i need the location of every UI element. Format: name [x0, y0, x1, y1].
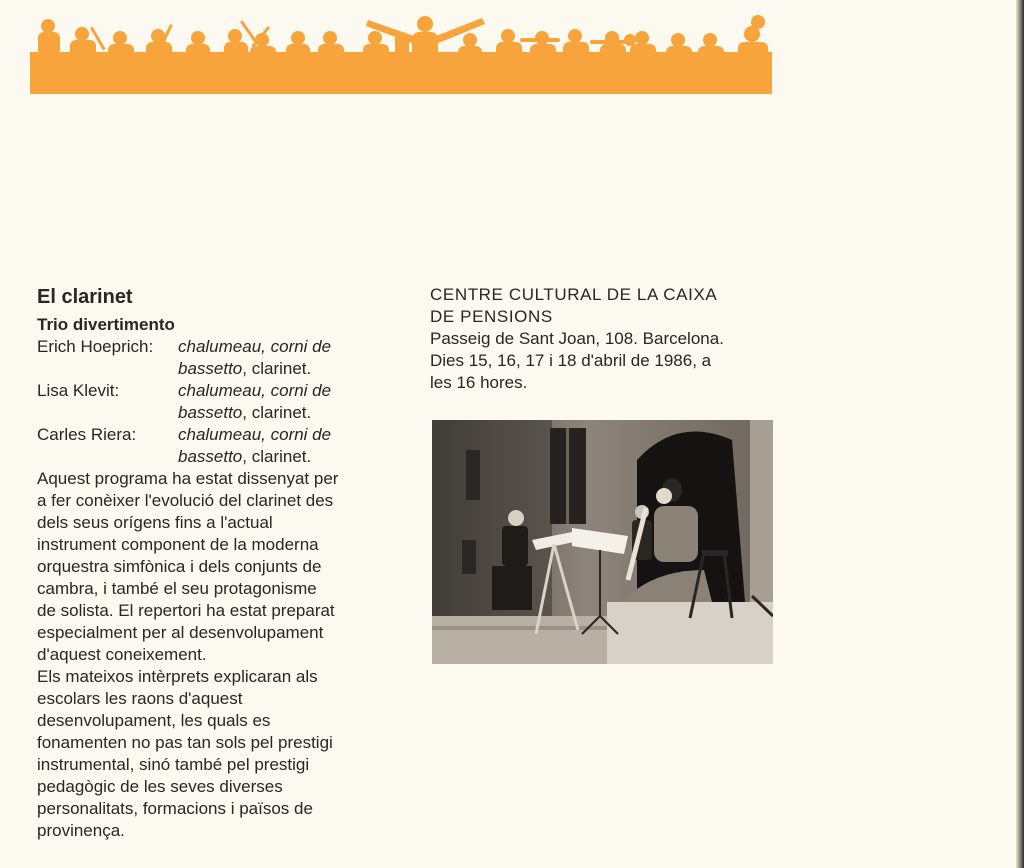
- venue-column: [430, 284, 780, 394]
- program-title: El clarinet: [37, 286, 133, 308]
- orchestra-silhouette-banner: [30, 14, 772, 94]
- performer-entry: [37, 336, 397, 380]
- performer-name: Erich Hoeprich:: [37, 337, 154, 356]
- trio-performance-photo: [432, 420, 773, 664]
- program-column: [37, 284, 397, 842]
- performer-instruments: chalumeau, corni de bassetto, clarinet.: [178, 381, 332, 422]
- program-description: Aquest programa ha estat dissenyat per a fer conèixer l'evolució del clarinet des dels seus orígens fins a l'actual instrument component de la moderna orquestra simfònica i dels conjunts de cambra, i també el seu protagonisme de solista. El repertori ha estat preparat especialment per al desenvolupament d'aquest coneixement. Els mateixos intèrprets explicaran als escolars les raons d'aquest desenvolupament, les quals es fonamenten no pas tan sols pel prestigi instrumental, sinó també pel prestigi pedagògic de les seves diverses personalitats, formacions i països de provinença.: [37, 469, 339, 840]
- performer-name: Lisa Klevit:: [37, 381, 120, 400]
- page-edge-shadow: [1016, 0, 1024, 868]
- performer-instruments: chalumeau, corni de bassetto, clarinet.: [178, 425, 332, 466]
- performer-entry: [37, 380, 397, 424]
- performer-entry: [37, 424, 397, 468]
- venue-address: Passeig de Sant Joan, 108. Barcelona.: [430, 329, 724, 348]
- ensemble-name: Trio divertimento: [37, 315, 175, 334]
- performer-name: Carles Riera:: [37, 425, 137, 444]
- venue-name: CENTRE CULTURAL DE LA CAIXA DE PENSIONS: [430, 285, 718, 326]
- performance-dates: Dies 15, 16, 17 i 18 d'abril de 1986, a les 16 hores.: [430, 351, 712, 392]
- performer-instruments: chalumeau, corni de bassetto, clarinet.: [178, 337, 332, 378]
